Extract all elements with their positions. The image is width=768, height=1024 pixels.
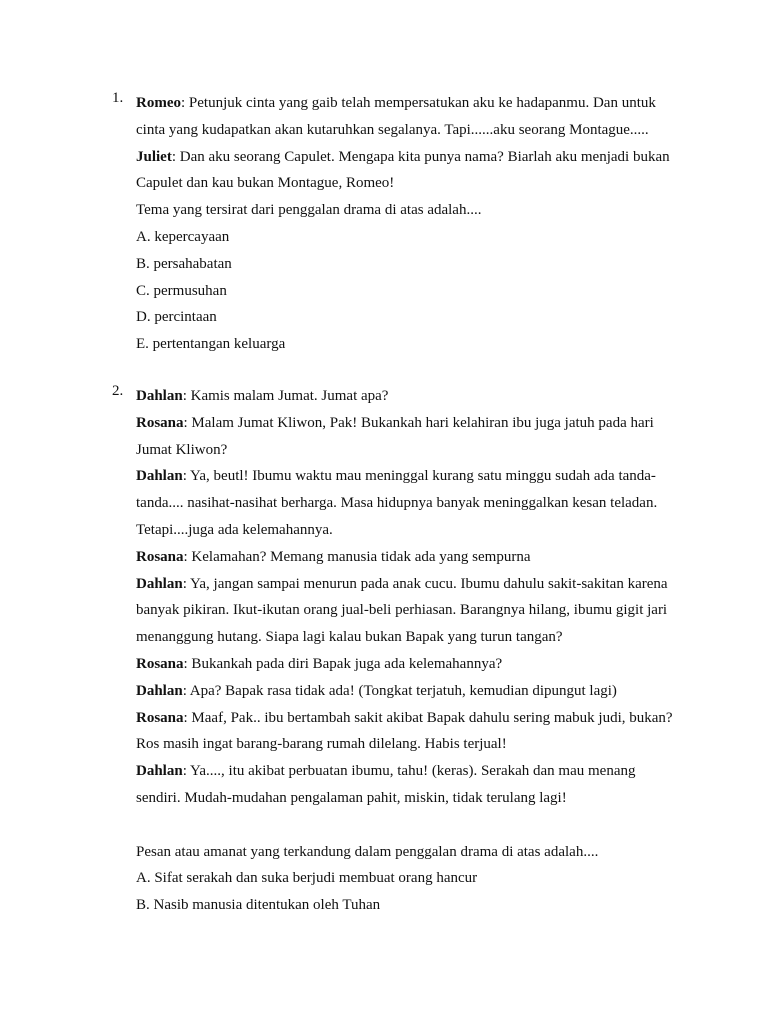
line-text: D. percintaan (136, 309, 217, 326)
text-line (136, 544, 696, 571)
speaker-name: Rosana (136, 655, 184, 672)
line-text: : Malam Jumat Kliwon, Pak! Bukankah hari kelahiran ibu juga jatuh pada hari (183, 414, 654, 431)
line-text: Ros masih ingat barang-barang rumah dilelang. Habis terjual! (136, 736, 507, 753)
text-line (136, 437, 696, 464)
line-text: : Kamis malam Jumat. Jumat apa? (182, 388, 389, 404)
line-text: Tema yang tersirat dari penggalan drama di atas adalah.... (136, 202, 482, 219)
speaker-name: Rosana (136, 414, 184, 431)
text-line (136, 383, 696, 410)
line-text: : Petunjuk cinta yang gaib telah mempersatukan aku ke hadapanmu. Dan untuk (181, 95, 656, 111)
line-text: Pesan atau amanat yang terkandung dalam penggalan drama di atas adalah.... (136, 843, 599, 860)
text-line (136, 812, 696, 839)
line-text: A. kepercayaan (136, 228, 230, 245)
line-text: Jumat Kliwon? (136, 441, 228, 458)
line-text: cinta yang kudapatkan akan kutaruhkan segalanya. Tapi......aku seorang Montague..... (136, 121, 649, 138)
question-body (136, 90, 696, 358)
question-number: 2. (112, 383, 124, 399)
line-text: C. permusuhan (136, 282, 227, 299)
speaker-name: Dahlan (136, 763, 183, 780)
question-body (136, 383, 696, 919)
line-text: : Ya, jangan sampai menurun pada anak cucu. Ibumu dahulu sakit-sakitan karena (182, 575, 668, 592)
line-text: B. Nasib manusia ditentukan oleh Tuhan (136, 897, 381, 914)
line-text: : Bukankah pada diri Bapak juga ada kelemahannya? (183, 655, 503, 672)
line-text: banyak pikiran. Ikut-ikutan orang jual-beli perhiasan. Barangnya hilang, ibumu gigit jari (136, 602, 668, 619)
text-line (136, 251, 696, 278)
speaker-name: Dahlan (136, 682, 183, 699)
text-line (136, 624, 696, 651)
text-line (136, 224, 696, 251)
line-text: : Maaf, Pak.. ibu bertambah sakit akibat Bapak dahulu sering mabuk judi, bukan? (183, 709, 673, 726)
line-text: tanda.... nasihat-nasihat berharga. Masa hidupnya banyak meninggalkan kesan teladan. (136, 495, 658, 512)
text-line (136, 785, 696, 812)
line-text: sendiri. Mudah-mudahan pengalaman pahit, miskin, tidak terulang lagi! (136, 789, 567, 806)
line-text: Tetapi....juga ada kelemahannya. (136, 521, 333, 538)
line-text: : Kelamahan? Memang manusia tidak ada yang sempurna (183, 548, 531, 565)
speaker-name: Rosana (136, 709, 184, 726)
text-line (136, 463, 696, 490)
text-line (136, 331, 696, 358)
text-line (136, 304, 696, 331)
line-text: Capulet dan kau bukan Montague, Romeo! (136, 175, 395, 192)
line-text: : Apa? Bapak rasa tidak ada! (Tongkat terjatuh, kemudian dipungut lagi) (182, 682, 617, 699)
text-line (136, 571, 696, 598)
line-text: B. persahabatan (136, 255, 232, 272)
line-text: A. Sifat serakah dan suka berjudi membuat orang hancur (136, 870, 478, 887)
speaker-name: Dahlan (136, 468, 183, 485)
speaker-name: Dahlan (136, 388, 183, 404)
text-line (136, 517, 696, 544)
text-line (136, 865, 696, 892)
question-number: 1. (112, 90, 124, 106)
line-text: : Ya...., itu akibat perbuatan ibumu, tahu! (keras). Serakah dan mau menang (182, 763, 636, 780)
text-line (136, 651, 696, 678)
speaker-name: Juliet (136, 148, 172, 165)
text-line (136, 144, 696, 171)
text-line (136, 278, 696, 305)
text-line (136, 597, 696, 624)
text-line (136, 90, 696, 117)
line-text: : Dan aku seorang Capulet. Mengapa kita punya nama? Biarlah aku menjadi bukan (171, 148, 670, 165)
speaker-name: Dahlan (136, 575, 183, 592)
text-line (136, 170, 696, 197)
speaker-name: Romeo (136, 95, 181, 111)
line-text: : Ya, beutl! Ibumu waktu mau meninggal kurang satu minggu sudah ada tanda- (182, 468, 656, 485)
text-line (136, 490, 696, 517)
text-line (136, 705, 696, 732)
line-text: menanggung hutang. Siapa lagi kalau bukan Bapak yang turun tangan? (136, 629, 563, 646)
text-line (136, 839, 696, 866)
text-line (136, 678, 696, 705)
speaker-name: Rosana (136, 548, 184, 565)
text-line (136, 758, 696, 785)
text-line (136, 731, 696, 758)
text-line (136, 197, 696, 224)
text-line (136, 892, 696, 919)
text-line (136, 410, 696, 437)
line-text: E. pertentangan keluarga (136, 336, 286, 353)
text-line (136, 117, 696, 144)
